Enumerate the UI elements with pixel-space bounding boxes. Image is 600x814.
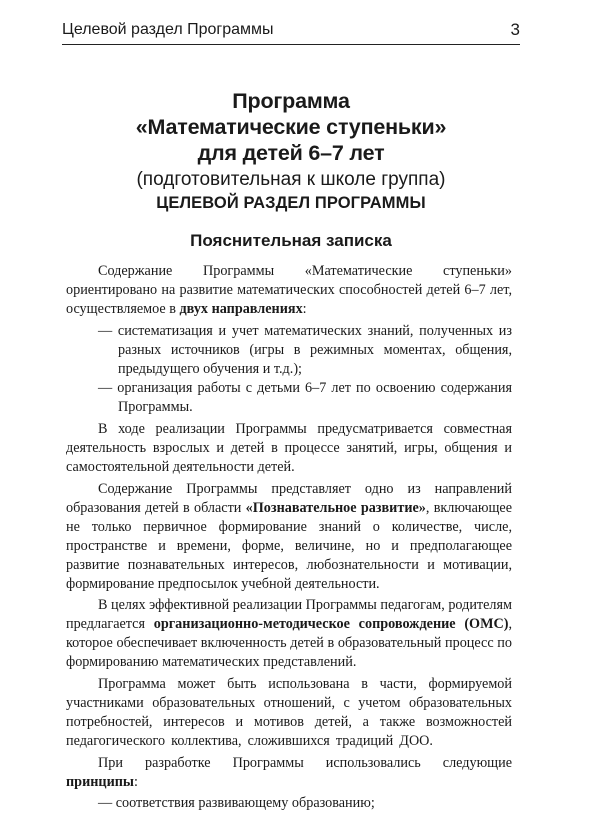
page-number: 3: [510, 20, 520, 39]
paragraph-1-text: Содержание Программы «Математические ступеньки» ориентировано на развитие математических способностей детей 6–7 лет, осуществляемое в: [66, 263, 512, 317]
paragraph-6-emphasis: принципы: [66, 773, 135, 790]
program-subtitle: (подготовительная к школе группа): [136, 169, 446, 190]
paragraph-4-emphasis: организационно-методическое сопровождение (ОМС): [153, 616, 509, 633]
program-title-line-2: «Математические ступеньки»: [135, 115, 447, 139]
paragraph-5: Программа может быть использована в части, формируемой участниками образовательных отношений, с учетом образовательных потребностей, интересов и мотивов детей, а также возможностей педагогического коллектива, сложившихся традиций ДОО.: [66, 676, 512, 749]
program-title-line-3: для детей 6–7 лет: [197, 141, 385, 165]
paragraph-6-end: :: [134, 773, 138, 790]
dash-item-3: — соответствия развивающему образованию;: [98, 795, 375, 812]
subsection-heading: Пояснительная записка: [190, 231, 392, 250]
paragraph-2: В ходе реализации Программы предусматривается совместная деятельность взрослых и детей в процессе занятий, игры, общения и самостоятельной деятельности детей.: [66, 421, 512, 476]
dash-item-1: — систематизация и учет математических знаний, полученных из разных источников (игры в режимных моментах, общения, предыдущего обучения и т.д.);: [98, 322, 512, 377]
paragraph-3: [66, 480, 512, 593]
paragraph-6: [66, 754, 512, 792]
body-text: [66, 262, 512, 814]
paragraph-3-text: Содержание Программы представляет одно из направлений образования детей в области: [66, 480, 512, 516]
paragraph-3-end: , включающее не только первичное формирование знаний о количестве, числе, пространстве и времени, форме, величине, но и предполагающее развитие познавательных интересов, любознательности и мотивации, формирование предпосылок учебной деятельности.: [66, 499, 512, 592]
paragraph-4: [66, 596, 512, 672]
paragraph-4-text: В целях эффективной реализации Программы педагогам, родителям предлагается: [66, 597, 512, 633]
paragraph-1-end: :: [302, 300, 307, 317]
dash-item-2: — организация работы с детьми 6–7 лет по освоению содержания Программы.: [98, 380, 512, 416]
paragraph-1: [66, 262, 512, 319]
section-heading: ЦЕЛЕВОЙ РАЗДЕЛ ПРОГРАММЫ: [156, 194, 426, 212]
paragraph-4-end: , которое обеспечивает включенность детей в образовательный процесс по формированию математических представлений.: [66, 616, 512, 671]
paragraph-6-text: При разработке Программы использовались следующие: [98, 754, 512, 771]
paragraph-1-emphasis: двух направлениях: [179, 300, 303, 317]
running-head: [62, 14, 520, 45]
program-title-block: [62, 88, 520, 192]
paragraph-3-emphasis: «Познавательное развитие»: [245, 499, 426, 516]
program-title-line-1: Программа: [232, 89, 350, 113]
running-head-title: Целевой раздел Программы: [62, 21, 274, 38]
